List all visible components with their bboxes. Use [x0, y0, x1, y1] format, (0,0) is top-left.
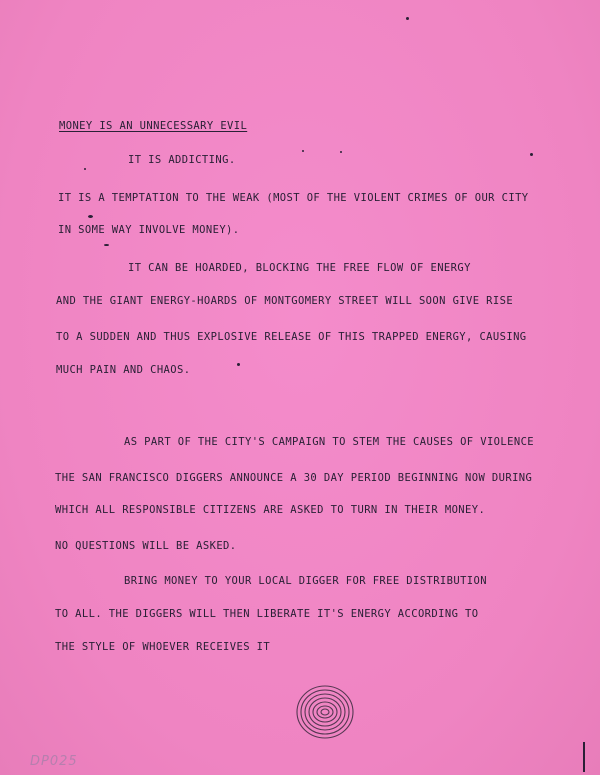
paper-speck	[302, 150, 304, 152]
text-line: WHICH ALL RESPONSIBLE CITIZENS ARE ASKED TO TURN IN THEIR MONEY.	[55, 504, 486, 516]
edge-mark-icon	[582, 742, 586, 772]
text-line: IT CAN BE HOARDED, BLOCKING THE FREE FLOW OF ENERGY	[128, 262, 471, 274]
text-line: AND THE GIANT ENERGY-HOARDS OF MONTGOMERY STREET WILL SOON GIVE RISE	[56, 295, 514, 307]
text-line: THE SAN FRANCISCO DIGGERS ANNOUNCE A 30 DAY PERIOD BEGINNING NOW DURING	[55, 472, 533, 484]
paper-speck	[104, 244, 109, 246]
text-line: BRING MONEY TO YOUR LOCAL DIGGER FOR FREE DISTRIBUTION	[124, 575, 487, 587]
text-line: IT IS A TEMPTATION TO THE WEAK (MOST OF THE VIOLENT CRIMES OF OUR CITY	[58, 192, 529, 204]
text-line: TO A SUDDEN AND THUS EXPLOSIVE RELEASE OF THIS TRAPPED ENERGY, CAUSING	[56, 331, 527, 343]
text-line: THE STYLE OF WHOEVER RECEIVES IT	[55, 641, 271, 653]
text-line: NO QUESTIONS WILL BE ASKED.	[55, 540, 237, 552]
paper-speck	[340, 151, 342, 153]
paper-speck	[237, 363, 240, 366]
text-line: IN SOME WAY INVOLVE MONEY).	[58, 224, 240, 236]
archive-mark: DP025	[30, 754, 78, 769]
text-line: IT IS ADDICTING.	[128, 154, 236, 166]
thumbprint-icon	[294, 683, 356, 741]
text-line: MUCH PAIN AND CHAOS.	[56, 364, 191, 376]
document-title: MONEY IS AN UNNECESSARY EVIL	[59, 120, 248, 132]
paper-speck	[84, 168, 86, 170]
paper-speck	[530, 153, 533, 156]
paper-speck	[406, 17, 409, 20]
text-line: AS PART OF THE CITY'S CAMPAIGN TO STEM THE CAUSES OF VIOLENCE	[124, 436, 535, 448]
paper-speck	[88, 215, 93, 218]
text-line: TO ALL. THE DIGGERS WILL THEN LIBERATE IT'S ENERGY ACCORDING TO	[55, 608, 479, 620]
